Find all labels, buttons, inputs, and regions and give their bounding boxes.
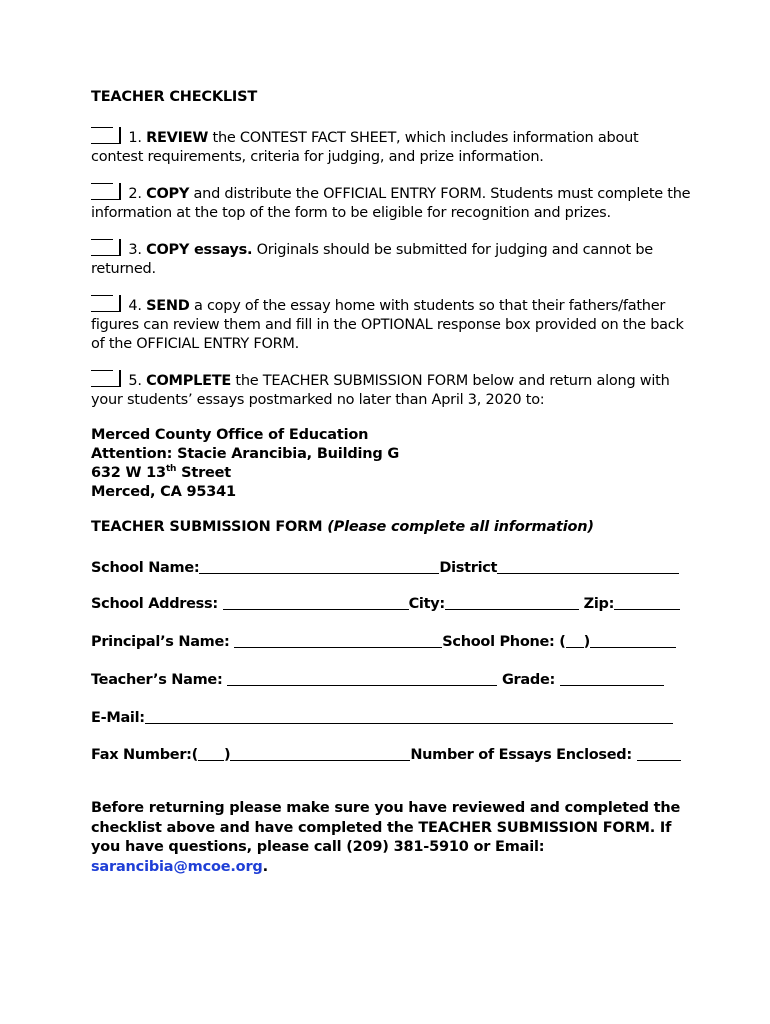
- checklist-heading: TEACHER CHECKLIST: [91, 89, 258, 105]
- contact-email-link[interactable]: sarancibia@mcoe.org: [91, 858, 263, 875]
- form-row-email: [91, 708, 691, 728]
- item-text: the TEACHER SUBMISSION FORM below and return along with your students’ essays postmarked no later than April 3, 2020 to:: [91, 373, 670, 408]
- checkbox-blank[interactable]: [91, 127, 121, 144]
- address-line: Attention: Stacie Arancibia, Building G: [91, 446, 400, 462]
- grade-label: Grade:: [501, 672, 560, 688]
- item-action: COPY: [146, 186, 190, 202]
- district-field[interactable]: [497, 558, 679, 574]
- school-address-label: School Address:: [91, 596, 223, 612]
- fax-number-field[interactable]: [230, 745, 410, 761]
- essays-enclosed-field[interactable]: [637, 745, 681, 761]
- fax-area-code-field[interactable]: [198, 745, 224, 761]
- checkbox-blank[interactable]: [91, 183, 121, 200]
- checkbox-blank[interactable]: [91, 370, 121, 387]
- form-row-principal: Principal’s Name: School Phone: ( ): [91, 632, 691, 652]
- item-action: COMPLETE: [146, 373, 232, 389]
- item-number: 3.: [128, 242, 142, 258]
- school-name-label: School Name:: [91, 560, 200, 576]
- checkbox-blank[interactable]: [91, 239, 121, 256]
- form-row-fax: Fax Number:( ) Number of Essays Enclosed:: [91, 745, 691, 765]
- item-number: 2.: [128, 186, 142, 202]
- email-label: E-Mail:: [91, 710, 145, 726]
- item-text: a copy of the essay home with students so that their fathers/father figures can review them and fill in the OPTIONAL response box provided on the back of the OFFICIAL ENTRY FORM.: [91, 298, 684, 352]
- teacher-name-field[interactable]: [227, 670, 497, 686]
- item-number: 4.: [128, 298, 142, 314]
- checklist-item-2: [91, 183, 691, 223]
- form-row-address: [91, 594, 691, 614]
- address-line: 632 W 13th Street: [91, 464, 232, 481]
- closing-note: Before returning please make sure you have reviewed and completed the checklist above and have completed the TEACHER SUBMISSION FORM. If you have questions, please call (209) 381-5910 or Email: sarancibia@mcoe.org.: [91, 800, 681, 875]
- item-text: the CONTEST FACT SHEET, which includes information about contest requirements, criteria for judging, and prize information.: [91, 130, 639, 165]
- fax-label: Fax Number:(: [91, 747, 198, 763]
- zip-label: Zip:: [583, 596, 615, 612]
- item-text: and distribute the OFFICIAL ENTRY FORM. Students must complete the information at the top of the form to be eligible for recognition and prizes.: [91, 186, 691, 221]
- district-label: District: [439, 560, 498, 576]
- checklist-item-5: [91, 370, 691, 410]
- city-label: City:: [408, 596, 445, 612]
- item-number: 5.: [128, 373, 142, 389]
- form-row-teacher: [91, 670, 691, 690]
- item-action: REVIEW: [146, 130, 209, 146]
- address-line: Merced, CA 95341: [91, 484, 236, 500]
- form-row-school: [91, 558, 691, 578]
- essays-enclosed-label: Number of Essays Enclosed:: [410, 747, 637, 763]
- mailing-address: [91, 426, 399, 502]
- grade-field[interactable]: [560, 670, 664, 686]
- school-address-field[interactable]: [223, 594, 409, 610]
- checkbox-blank[interactable]: [91, 295, 121, 312]
- address-line: Merced County Office of Education: [91, 427, 369, 443]
- email-field[interactable]: [145, 708, 673, 724]
- checklist-item-1: [91, 127, 691, 167]
- school-phone-field[interactable]: [590, 632, 676, 648]
- city-field[interactable]: [445, 594, 579, 610]
- item-action: SEND: [146, 298, 190, 314]
- item-number: 1.: [128, 130, 142, 146]
- checklist-item-4: [91, 295, 691, 354]
- item-text: Originals should be submitted for judging and cannot be returned.: [91, 242, 653, 277]
- checklist-item-3: [91, 239, 691, 279]
- item-action: COPY essays.: [146, 242, 253, 258]
- school-phone-label: School Phone: (: [442, 634, 566, 650]
- teacher-name-label: Teacher’s Name:: [91, 672, 228, 688]
- principal-name-field[interactable]: [234, 632, 442, 648]
- area-code-field[interactable]: [566, 632, 584, 648]
- title-note: (Please complete all information): [327, 519, 594, 535]
- school-name-field[interactable]: [199, 558, 439, 574]
- principal-name-label: Principal’s Name:: [91, 634, 235, 650]
- zip-field[interactable]: [614, 594, 680, 610]
- submission-form-title: TEACHER SUBMISSION FORM (Please complete all information): [91, 519, 594, 535]
